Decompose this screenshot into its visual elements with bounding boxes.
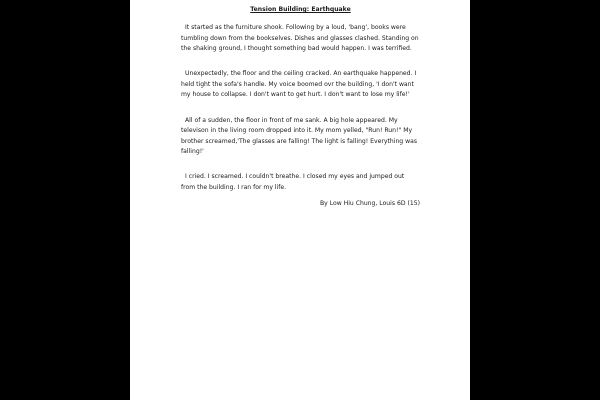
- paragraph-1: It started as the furniture shook. Following by a loud, 'bang', books were tumbling down from the bookselves. Dishes and glasses clashed. Standing on the shaking ground, I thought something bad would happen. I was terrified.: [181, 24, 419, 53]
- document-page: [130, 0, 470, 400]
- paragraph-2: Unexpectedly, the floor and the ceiling cracked. An earthquake happened. I held tight the sofa's handle. My voice boomed ovr the building, 'I don't want my house to collapse. I don't want to get hurt. I don't want to lose my life!': [181, 70, 417, 99]
- paragraph-3: All of a sudden, the floor in front of me sank. A big hole appeared. My televison in the living room dropped into it. My mom yelled, "Run! Run!" My brother screamed,'The glasses are falling! The light is falling! Everything was falling!': [181, 116, 418, 156]
- document-title: Tension Building: Earthquake: [250, 6, 351, 13]
- paragraph-4: I cried. I screamed. I couldn't breathe. I closed my eyes and jumped out from the building. I ran for my life.: [181, 173, 405, 192]
- author-byline: By Low Hiu Chung, Louis 6D (15): [319, 199, 420, 207]
